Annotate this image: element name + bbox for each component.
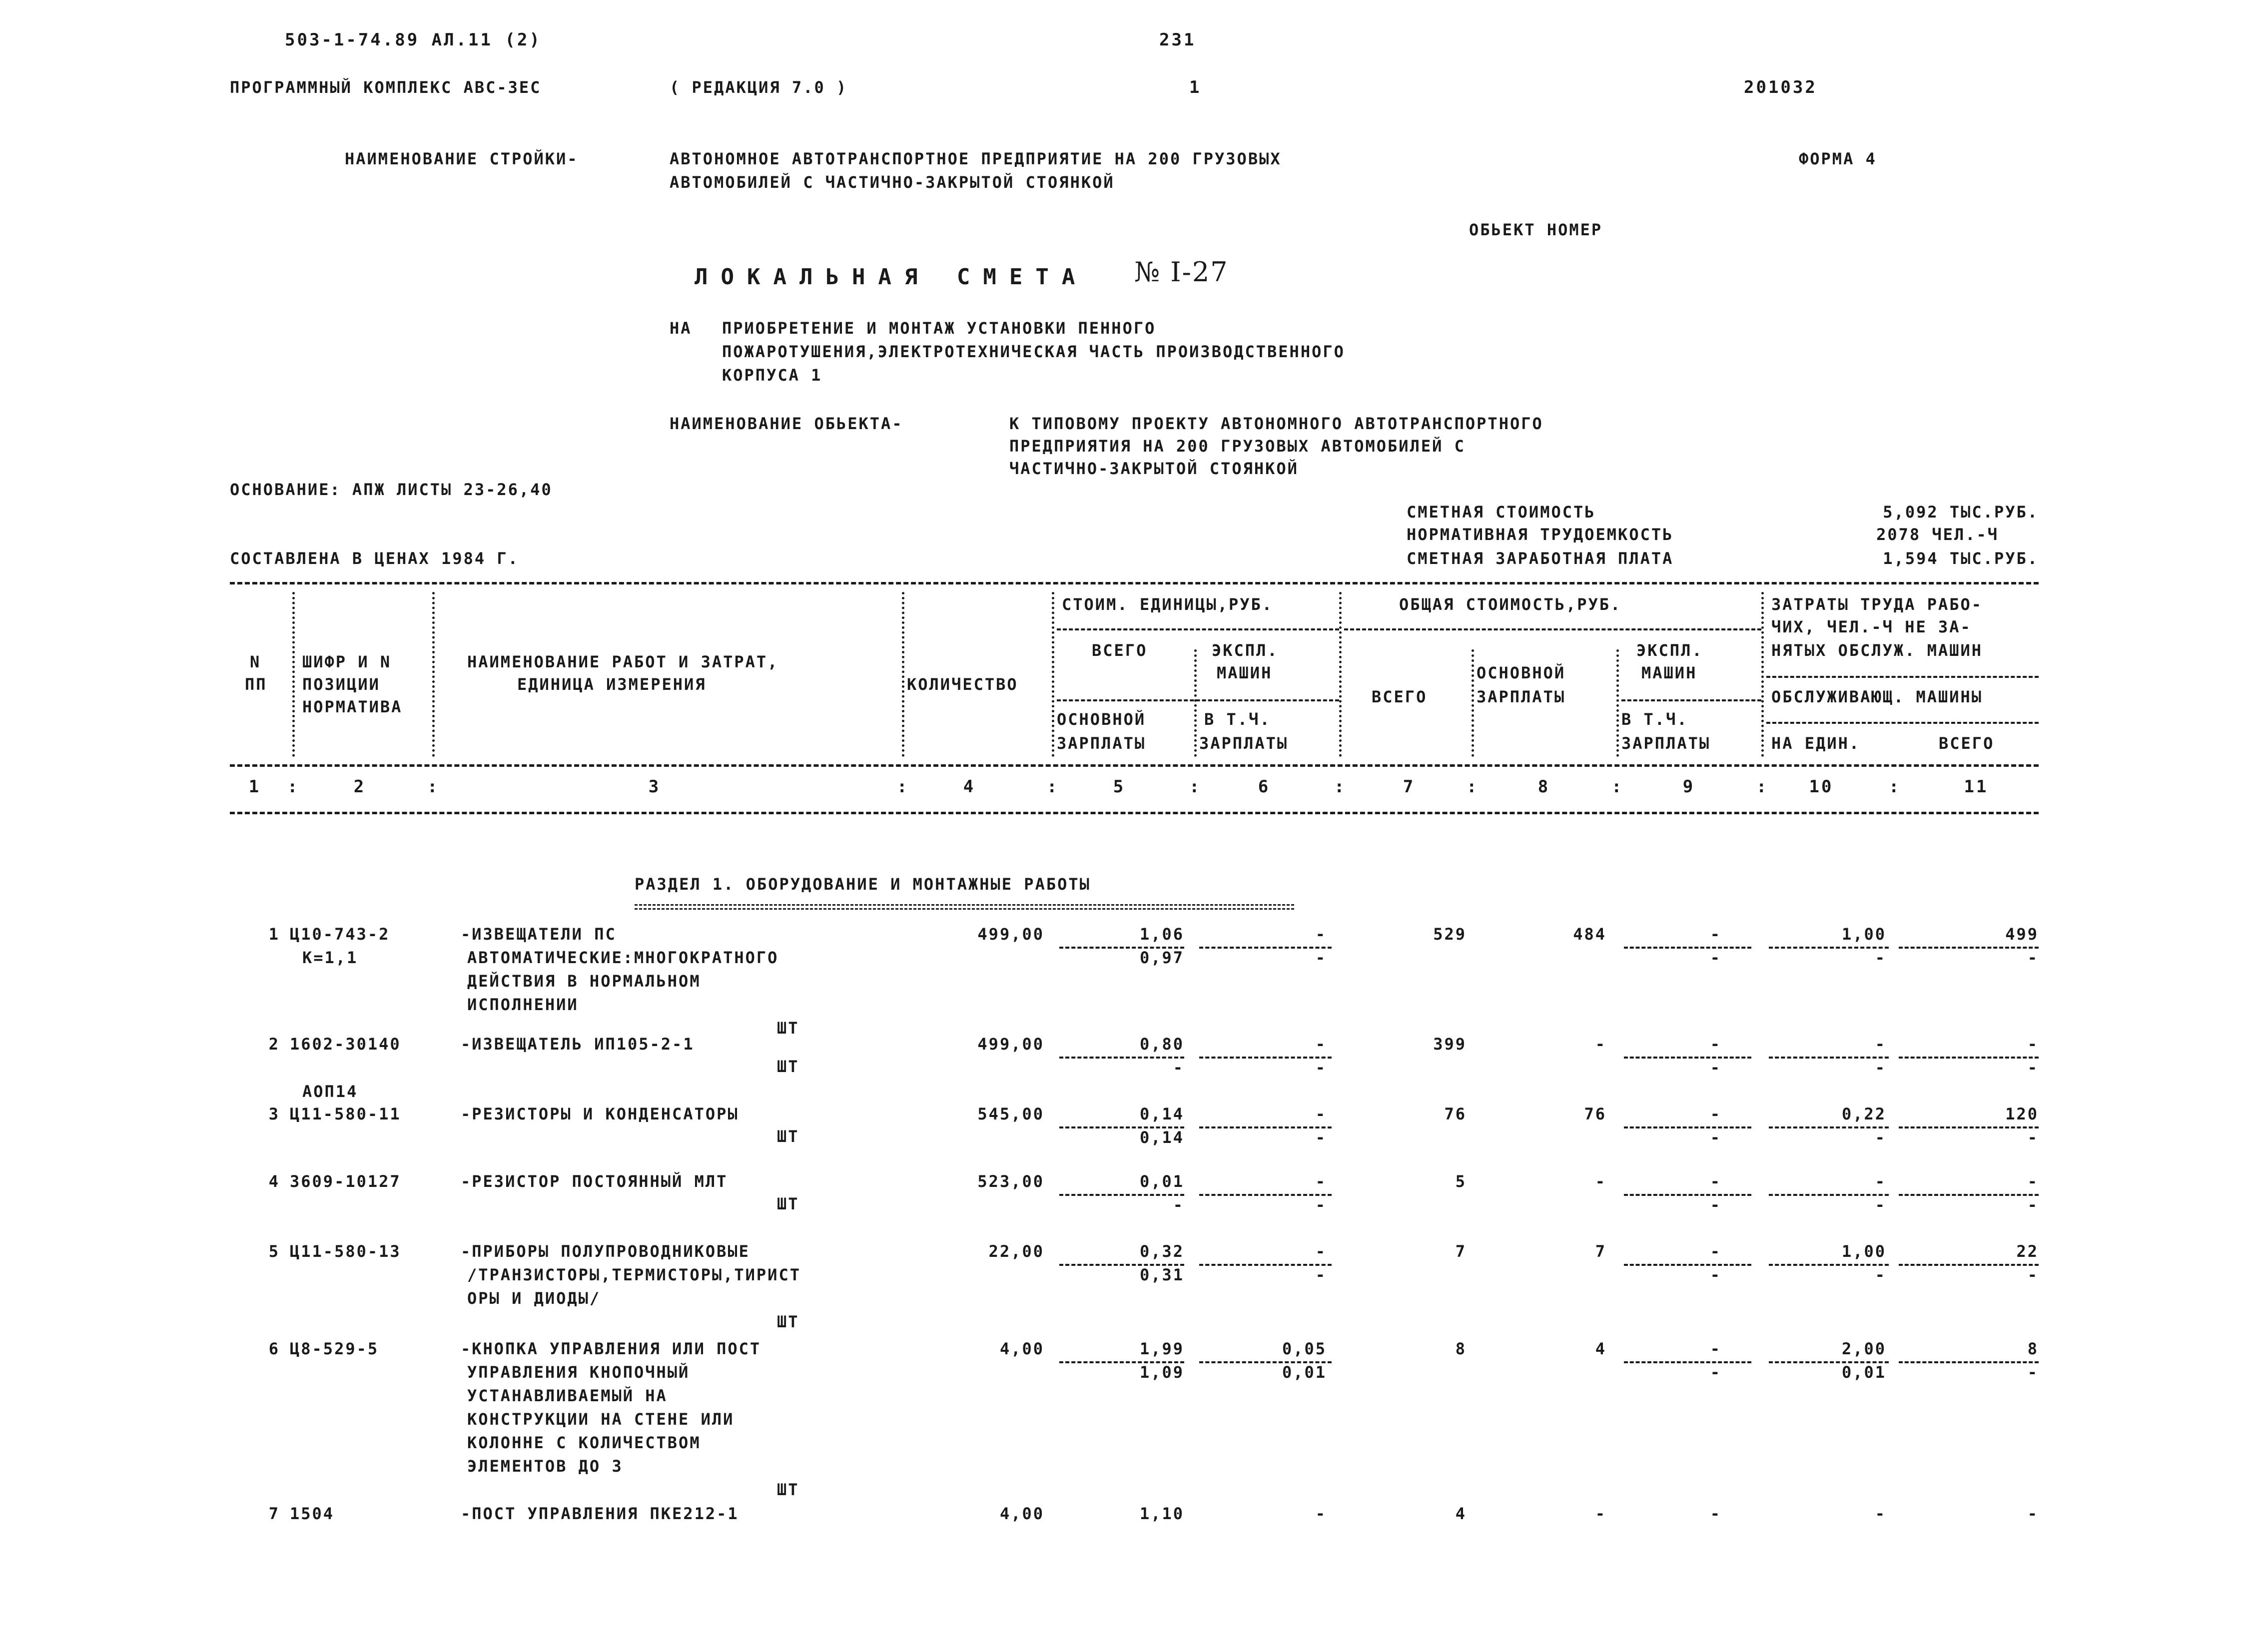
row-name-line: ИСПОЛНЕНИИ xyxy=(467,995,579,1014)
col-all: ВСЕГО xyxy=(1092,641,1148,660)
row-labor-total-2: - xyxy=(2027,1058,2039,1077)
col-sep xyxy=(292,592,295,757)
row-name-line: АВТОМАТИЧЕСКИЕ:МНОГОКРАТНОГО xyxy=(467,948,779,967)
col-incl-1: В Т.Ч. xyxy=(1204,710,1271,729)
col-sep xyxy=(902,592,904,757)
row-total: 529 xyxy=(1433,925,1467,944)
sep: : xyxy=(1189,777,1202,797)
row-labor-unit: - xyxy=(1875,1035,1886,1054)
row-total: 4 xyxy=(1455,1504,1467,1523)
row-code: Ц11-580-13 xyxy=(290,1242,401,1261)
total-cost-rule xyxy=(1344,628,1761,630)
row-unit-total: 0,01 xyxy=(1139,1172,1184,1191)
purpose-line-1: ПРИОБРЕТЕНИЕ И МОНТАЖ УСТАНОВКИ ПЕННОГО xyxy=(722,319,1156,338)
row-total-mach-salary: - xyxy=(1710,1128,1721,1147)
row-total-basic: - xyxy=(1595,1035,1606,1054)
row-unit-mach: - xyxy=(1315,1242,1327,1261)
row-name-line: /ТРАНЗИСТОРЫ,ТЕРМИСТОРЫ,ТИРИСТ xyxy=(467,1265,801,1284)
row-unit-mach-salary: - xyxy=(1315,948,1327,967)
construction-label: НАИМЕНОВАНИЕ СТРОЙКИ- xyxy=(345,149,579,168)
col-labor-4: ОБСЛУЖИВАЮЩ. МАШИНЫ xyxy=(1771,687,1983,706)
row-total: 7 xyxy=(1455,1242,1467,1261)
row-total-basic: 7 xyxy=(1595,1242,1606,1261)
row-name-line: -ПОСТ УПРАВЛЕНИЯ ПКЕ212-1 xyxy=(461,1504,739,1523)
form-code: 201032 xyxy=(1744,77,1817,97)
row-unit-mach-salary: 0,01 xyxy=(1282,1363,1327,1382)
row-unit-total: 0,32 xyxy=(1139,1242,1184,1261)
page-number: 1 xyxy=(1189,77,1202,97)
edition: ( РЕДАКЦИЯ 7.0 ) xyxy=(670,78,848,97)
row-name-line: -РЕЗИСТОРЫ И КОНДЕНСАТОРЫ xyxy=(461,1104,739,1123)
colnum-8: 8 xyxy=(1537,777,1550,797)
col-unit-cost: СТОИМ. ЕДИНИЦЫ,РУБ. xyxy=(1062,595,1274,614)
row-name-line: УСТАНАВЛИВАЕМЫЙ НА xyxy=(467,1386,668,1405)
row-labor-total-2: - xyxy=(2027,1265,2039,1284)
row-labor-total: - xyxy=(2027,1504,2039,1523)
row-number: 3 xyxy=(268,1104,280,1123)
header-top-rule xyxy=(230,582,2039,584)
section-underline xyxy=(635,904,1294,906)
col-labor-2: ЧИХ, ЧЕЛ.-Ч НЕ ЗА- xyxy=(1771,617,1972,636)
construction-line-1: АВТОНОМНОЕ АВТОТРАНСПОРТНОЕ ПРЕДПРИЯТИЕ НА 200 ГРУЗОВЫХ xyxy=(670,149,1282,168)
col-expl-2: МАШИН xyxy=(1217,663,1273,682)
row-labor-total-2: - xyxy=(2027,1195,2039,1214)
row-unit-basic: - xyxy=(1173,1195,1184,1214)
row-number: 5 xyxy=(268,1242,280,1261)
sep: : xyxy=(1889,777,1901,797)
row-name-line: УПРАВЛЕНИЯ КНОПОЧНЫЙ xyxy=(467,1363,690,1382)
sep: : xyxy=(897,777,909,797)
section-title: РАЗДЕЛ 1. ОБОРУДОВАНИЕ И МОНТАЖНЫЕ РАБОТЫ xyxy=(635,875,1091,894)
row-qty: 4,00 xyxy=(999,1504,1044,1523)
summary-label-salary: СМЕТНАЯ ЗАРАБОТНАЯ ПЛАТА xyxy=(1407,549,1674,568)
col-name-1: НАИМЕНОВАНИЕ РАБОТ И ЗАТРАТ, xyxy=(467,652,779,671)
row-name-line: ОРЫ И ДИОДЫ/ xyxy=(467,1289,601,1308)
summary-value-salary: 1,594 ТЫС.РУБ. xyxy=(1883,549,2039,568)
row-labor-unit-2: - xyxy=(1875,1128,1886,1147)
construction-line-2: АВТОМОБИЛЕЙ С ЧАСТИЧНО-ЗАКРЫТОЙ СТОЯНКОЙ xyxy=(670,173,1115,192)
row-total-basic: 484 xyxy=(1573,925,1606,944)
row-labor-total: 499 xyxy=(2005,925,2039,944)
row-qty: 523,00 xyxy=(977,1172,1044,1191)
colnum-7: 7 xyxy=(1403,777,1416,797)
sep: : xyxy=(1047,777,1059,797)
row-total: 76 xyxy=(1444,1104,1467,1123)
expl-rule xyxy=(1621,699,1761,701)
row-code: Ц8-529-5 xyxy=(290,1339,379,1358)
labor-rule-2 xyxy=(1766,722,2039,724)
row-total-basic: - xyxy=(1595,1172,1606,1191)
row-labor-total: 8 xyxy=(2027,1339,2039,1358)
row-unit-mach: - xyxy=(1315,1104,1327,1123)
unit-cost-rule xyxy=(1057,628,1339,630)
basis: ОСНОВАНИЕ: АПЖ ЛИСТЫ 23-26,40 xyxy=(230,480,553,499)
summary-label-labor: НОРМАТИВНАЯ ТРУДОЕМКОСТЬ xyxy=(1407,525,1674,544)
col-code-2: ПОЗИЦИИ xyxy=(302,675,380,694)
row-unit-mach: - xyxy=(1315,925,1327,944)
col-total-all: ВСЕГО xyxy=(1372,687,1428,706)
row-name-line: -ИЗВЕЩАТЕЛИ ПС xyxy=(461,925,617,944)
row-labor-unit: - xyxy=(1875,1504,1886,1523)
row-total-mach-salary: - xyxy=(1710,1058,1721,1077)
row-unit: ШТ xyxy=(777,1127,799,1146)
row-total-mach-salary: - xyxy=(1710,1363,1721,1382)
col-expl-total-2: МАШИН xyxy=(1641,663,1697,682)
summary-label-cost: СМЕТНАЯ СТОИМОСТЬ xyxy=(1407,503,1596,522)
row-total-mach-salary: - xyxy=(1710,948,1721,967)
row-code-coef: К=1,1 xyxy=(302,948,358,967)
prices-basis: СОСТАВЛЕНА В ЦЕНАХ 1984 Г. xyxy=(230,549,519,568)
row-labor-unit: 2,00 xyxy=(1841,1339,1886,1358)
row-name-line: -КНОПКА УПРАВЛЕНИЯ ИЛИ ПОСТ xyxy=(461,1339,761,1358)
row-labor-total: - xyxy=(2027,1172,2039,1191)
row-unit-total: 1,10 xyxy=(1139,1504,1184,1523)
row-labor-unit-2: 0,01 xyxy=(1841,1363,1886,1382)
col-incl-total-2: ЗАРПЛАТЫ xyxy=(1621,734,1711,753)
colnum-9: 9 xyxy=(1682,777,1695,797)
col-sep xyxy=(1616,649,1619,757)
colnum-1: 1 xyxy=(248,777,261,797)
row-number: 4 xyxy=(268,1172,280,1191)
row-unit-basic: 0,97 xyxy=(1139,948,1184,967)
row-total-mach: - xyxy=(1710,1104,1721,1123)
col-expl-total-1: ЭКСПЛ. xyxy=(1636,641,1703,660)
sep: : xyxy=(287,777,300,797)
row-total-mach-salary: - xyxy=(1710,1265,1721,1284)
row-unit-mach: 0,05 xyxy=(1282,1339,1327,1358)
form-label: ФОРМА 4 xyxy=(1799,149,1877,168)
row-labor-unit-2: - xyxy=(1875,1195,1886,1214)
row-total-basic: - xyxy=(1595,1504,1606,1523)
row-unit-mach-salary: - xyxy=(1315,1128,1327,1147)
row-unit: ШТ xyxy=(777,1480,799,1499)
sheet-number: 231 xyxy=(1159,30,1196,50)
row-labor-total-2: - xyxy=(2027,1128,2039,1147)
col-sep xyxy=(1194,649,1197,757)
col-name-2: ЕДИНИЦА ИЗМЕРЕНИЯ xyxy=(517,675,707,694)
purpose-line-2: ПОЖАРОТУШЕНИЯ,ЭЛЕКТРОТЕХНИЧЕСКАЯ ЧАСТЬ ПРОИЗВОДСТВЕННОГО xyxy=(722,342,1345,361)
col-pp: ПП xyxy=(245,675,267,694)
row-unit: ШТ xyxy=(777,1312,799,1331)
labor-rule-1 xyxy=(1766,676,2039,678)
row-unit-basic: - xyxy=(1173,1058,1184,1077)
row-number: 7 xyxy=(268,1504,280,1523)
row-name-line: КОЛОННЕ С КОЛИЧЕСТВОМ xyxy=(467,1433,701,1452)
summary-value-labor: 2078 ЧЕЛ.-Ч xyxy=(1876,525,1999,544)
row-labor-unit: 0,22 xyxy=(1841,1104,1886,1123)
col-per-unit: НА ЕДИН. xyxy=(1771,734,1861,753)
row-unit-mach: - xyxy=(1315,1035,1327,1054)
col-n: N xyxy=(250,652,261,671)
col-qty: КОЛИЧЕСТВО xyxy=(907,675,1018,694)
object-line-1: К ТИПОВОМУ ПРОЕКТУ АВТОНОМНОГО АВТОТРАНСПОРТНОГО xyxy=(1009,414,1543,433)
row-total-mach-salary: - xyxy=(1710,1195,1721,1214)
colnum-10: 10 xyxy=(1809,777,1834,797)
purpose-line-3: КОРПУСА 1 xyxy=(722,366,822,385)
colnum-11: 11 xyxy=(1964,777,1989,797)
sep: : xyxy=(1334,777,1347,797)
row-unit: ШТ xyxy=(777,1057,799,1076)
row-labor-unit: 1,00 xyxy=(1841,1242,1886,1261)
row-labor-total-2: - xyxy=(2027,948,2039,967)
col-sep xyxy=(1472,649,1474,757)
col-sep xyxy=(432,592,435,757)
row-unit-mach: - xyxy=(1315,1172,1327,1191)
row-unit-basic: 0,31 xyxy=(1139,1265,1184,1284)
row-total-mach: - xyxy=(1710,925,1721,944)
col-incl-total-1: В Т.Ч. xyxy=(1621,710,1688,729)
row-labor-total: 22 xyxy=(2016,1242,2039,1261)
col-code-1: ШИФР И N xyxy=(302,652,392,671)
row-qty: 4,00 xyxy=(999,1339,1044,1358)
row-total-mach: - xyxy=(1710,1035,1721,1054)
row-unit-basic: 1,09 xyxy=(1139,1363,1184,1382)
row-labor-unit-2: - xyxy=(1875,1265,1886,1284)
estimate-title: ЛОКАЛЬНАЯ СМЕТА xyxy=(695,264,1088,290)
row-labor-unit-2: - xyxy=(1875,948,1886,967)
col-total-cost: ОБЩАЯ СТОИМОСТЬ,РУБ. xyxy=(1399,595,1622,614)
sep: : xyxy=(1611,777,1624,797)
row-qty: 499,00 xyxy=(977,1035,1044,1054)
row-code: Ц10-743-2 xyxy=(290,925,390,944)
row-code: 1504 xyxy=(290,1504,335,1523)
row-unit-total: 0,80 xyxy=(1139,1035,1184,1054)
row-code: 1602-30140 xyxy=(290,1035,401,1054)
row-name-line: КОНСТРУКЦИИ НА СТЕНЕ ИЛИ xyxy=(467,1410,735,1429)
row-labor-total: - xyxy=(2027,1035,2039,1054)
col-sep xyxy=(1339,592,1342,757)
sep: : xyxy=(427,777,440,797)
row-labor-total: 120 xyxy=(2005,1104,2039,1123)
row-name-line: -ИЗВЕЩАТЕЛЬ ИП105-2-1 xyxy=(461,1035,695,1054)
row-name-line: ЭЛЕМЕНТОВ ДО 3 xyxy=(467,1457,623,1476)
row-unit-total: 1,06 xyxy=(1139,925,1184,944)
row-qty: 545,00 xyxy=(977,1104,1044,1123)
row-number: 2 xyxy=(268,1035,280,1054)
col-labor-3: НЯТЫХ ОБСЛУЖ. МАШИН xyxy=(1771,641,1983,660)
sep: : xyxy=(1467,777,1479,797)
row-extra-code: АОП14 xyxy=(302,1082,358,1101)
purpose-prefix: НА xyxy=(670,319,692,338)
row-unit-total: 0,14 xyxy=(1139,1104,1184,1123)
col-basic-total-1: ОСНОВНОЙ xyxy=(1477,663,1566,682)
row-total-mach: - xyxy=(1710,1339,1721,1358)
row-unit-mach-salary: - xyxy=(1315,1265,1327,1284)
row-number: 6 xyxy=(268,1339,280,1358)
row-name-line: -ПРИБОРЫ ПОЛУПРОВОДНИКОВЫЕ xyxy=(461,1242,750,1261)
colnum-2: 2 xyxy=(353,777,366,797)
row-labor-unit: 1,00 xyxy=(1841,925,1886,944)
row-total-mach: - xyxy=(1710,1242,1721,1261)
summary-value-cost: 5,092 ТЫС.РУБ. xyxy=(1883,503,2039,522)
row-labor-unit-2: - xyxy=(1875,1058,1886,1077)
object-line-2: ПРЕДПРИЯТИЯ НА 200 ГРУЗОВЫХ АВТОМОБИЛЕЙ С xyxy=(1009,437,1466,456)
doc-code: 503-1-74.89 АЛ.11 (2) xyxy=(285,30,542,50)
estimate-number: № I-27 xyxy=(1134,256,1229,288)
col-basic-2: ЗАРПЛАТЫ xyxy=(1057,734,1146,753)
row-unit-total: 1,99 xyxy=(1139,1339,1184,1358)
row-number: 1 xyxy=(268,925,280,944)
row-labor-unit: - xyxy=(1875,1172,1886,1191)
unit-cost-rule-2 xyxy=(1057,699,1339,701)
row-unit-mach-salary: - xyxy=(1315,1195,1327,1214)
col-basic-total-2: ЗАРПЛАТЫ xyxy=(1477,687,1566,706)
row-unit: ШТ xyxy=(777,1019,799,1038)
row-code: Ц11-580-11 xyxy=(290,1104,401,1123)
row-qty: 22,00 xyxy=(988,1242,1044,1261)
col-labor-1: ЗАТРАТЫ ТРУДА РАБО- xyxy=(1771,595,1983,614)
row-total-basic: 76 xyxy=(1584,1104,1606,1123)
object-label: НАИМЕНОВАНИЕ ОБЬЕКТА- xyxy=(670,414,903,433)
program-name: ПРОГРАММНЫЙ КОМПЛЕКС АВС-3ЕС xyxy=(230,78,542,97)
row-total: 5 xyxy=(1455,1172,1467,1191)
row-total-mach: - xyxy=(1710,1504,1721,1523)
sep: : xyxy=(1756,777,1769,797)
row-labor-total-2: - xyxy=(2027,1363,2039,1382)
colnum-6: 6 xyxy=(1258,777,1271,797)
row-unit-basic: 0,14 xyxy=(1139,1128,1184,1147)
colnum-3: 3 xyxy=(648,777,661,797)
row-unit-mach-salary: - xyxy=(1315,1058,1327,1077)
row-unit-mach: - xyxy=(1315,1504,1327,1523)
col-sep xyxy=(1761,592,1764,757)
row-code: 3609-10127 xyxy=(290,1172,401,1191)
colnum-4: 4 xyxy=(963,777,976,797)
header-bottom-rule xyxy=(230,812,2039,814)
header-mid-rule xyxy=(230,764,2039,767)
col-incl-2: ЗАРПЛАТЫ xyxy=(1199,734,1289,753)
row-unit: ШТ xyxy=(777,1194,799,1213)
col-total: ВСЕГО xyxy=(1939,734,1995,753)
col-code-3: НОРМАТИВА xyxy=(302,697,403,716)
row-total: 399 xyxy=(1433,1035,1467,1054)
col-expl-1: ЭКСПЛ. xyxy=(1212,641,1279,660)
row-total: 8 xyxy=(1455,1339,1467,1358)
colnum-5: 5 xyxy=(1113,777,1126,797)
col-sep xyxy=(1052,592,1054,757)
row-name-line: -РЕЗИСТОР ПОСТОЯННЫЙ МЛТ xyxy=(461,1172,728,1191)
col-basic-1: ОСНОВНОЙ xyxy=(1057,710,1146,729)
object-line-3: ЧАСТИЧНО-ЗАКРЫТОЙ СТОЯНКОЙ xyxy=(1009,459,1299,478)
row-name-line: ДЕЙСТВИЯ В НОРМАЛЬНОМ xyxy=(467,972,701,991)
object-number: ОБЬЕКТ НОМЕР xyxy=(1469,220,1603,239)
row-total-basic: 4 xyxy=(1595,1339,1606,1358)
row-qty: 499,00 xyxy=(977,925,1044,944)
row-total-mach: - xyxy=(1710,1172,1721,1191)
